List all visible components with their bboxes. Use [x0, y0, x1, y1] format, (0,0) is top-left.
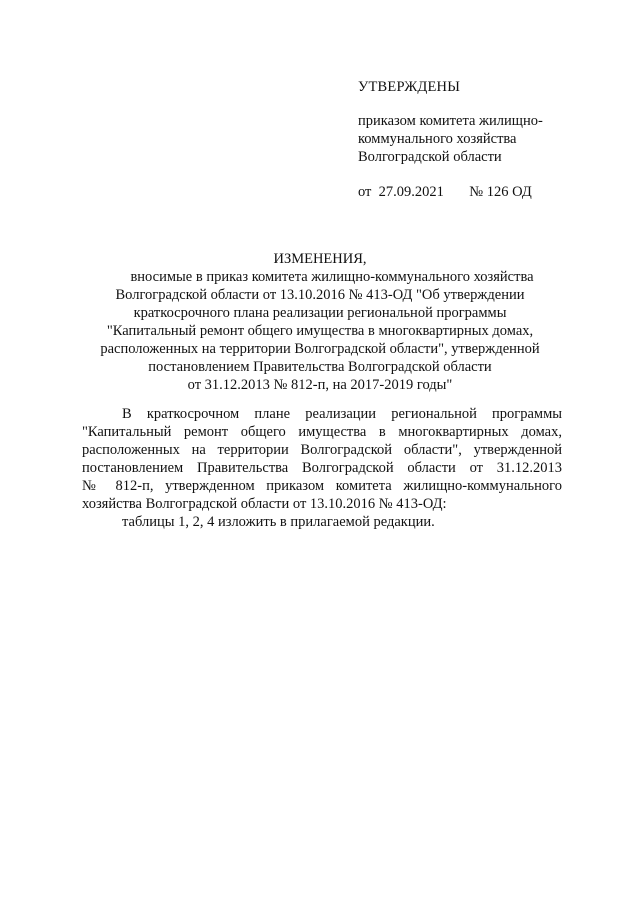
body-paragraph-instruction: таблицы 1, 2, 4 изложить в прилагаемой редакции.	[122, 514, 435, 530]
approval-title: УТВЕРЖДЕНЫ	[358, 79, 461, 95]
heading-line: вносимые в приказ комитета жилищно-коммунального хозяйства	[130, 269, 534, 285]
body-line: расположенных на территории Волгоградской области", утвержденной	[82, 442, 562, 458]
heading-line: краткосрочного плана реализации региональной программы	[133, 305, 507, 321]
heading-line: Волгоградской области от 13.10.2016 № 413-ОД "Об утверждении	[115, 287, 525, 303]
document-body	[82, 405, 562, 531]
heading-line: "Капитальный ремонт общего имущества в многоквартирных домах,	[106, 323, 534, 339]
document-heading	[80, 250, 560, 394]
approval-block	[358, 78, 608, 201]
heading-line: расположенных на территории Волгоградской области", утвержденной	[100, 341, 540, 357]
heading-line: постановлением Правительства Волгоградской области	[148, 359, 492, 375]
body-line: В краткосрочном плане реализации региональной программы	[122, 406, 562, 422]
approval-date-prefix: от	[358, 184, 372, 200]
body-paragraph	[82, 405, 562, 513]
approval-date: 27.09.2021	[378, 184, 444, 200]
heading-title: ИЗМЕНЕНИЯ,	[273, 251, 367, 267]
heading-line: от 31.12.2013 № 812-п, на 2017-2019 годы"	[187, 377, 453, 393]
approval-number: № 126 ОД	[469, 184, 532, 200]
body-line: "Капитальный ремонт общего имущества в многоквартирных домах,	[82, 424, 562, 440]
approval-order-line: коммунального хозяйства	[358, 131, 517, 147]
approval-date-line	[358, 183, 608, 201]
body-line: постановлением Правительства Волгоградской области от 31.12.2013	[82, 460, 562, 476]
body-line: хозяйства Волгоградской области от 13.10.2016 № 413-ОД:	[82, 496, 447, 512]
approval-order-line: Волгоградской области	[358, 149, 502, 165]
approval-order-line: приказом комитета жилищно-	[358, 113, 543, 129]
body-line: № 812-п, утвержденном приказом комитета жилищно-коммунального	[82, 478, 562, 494]
